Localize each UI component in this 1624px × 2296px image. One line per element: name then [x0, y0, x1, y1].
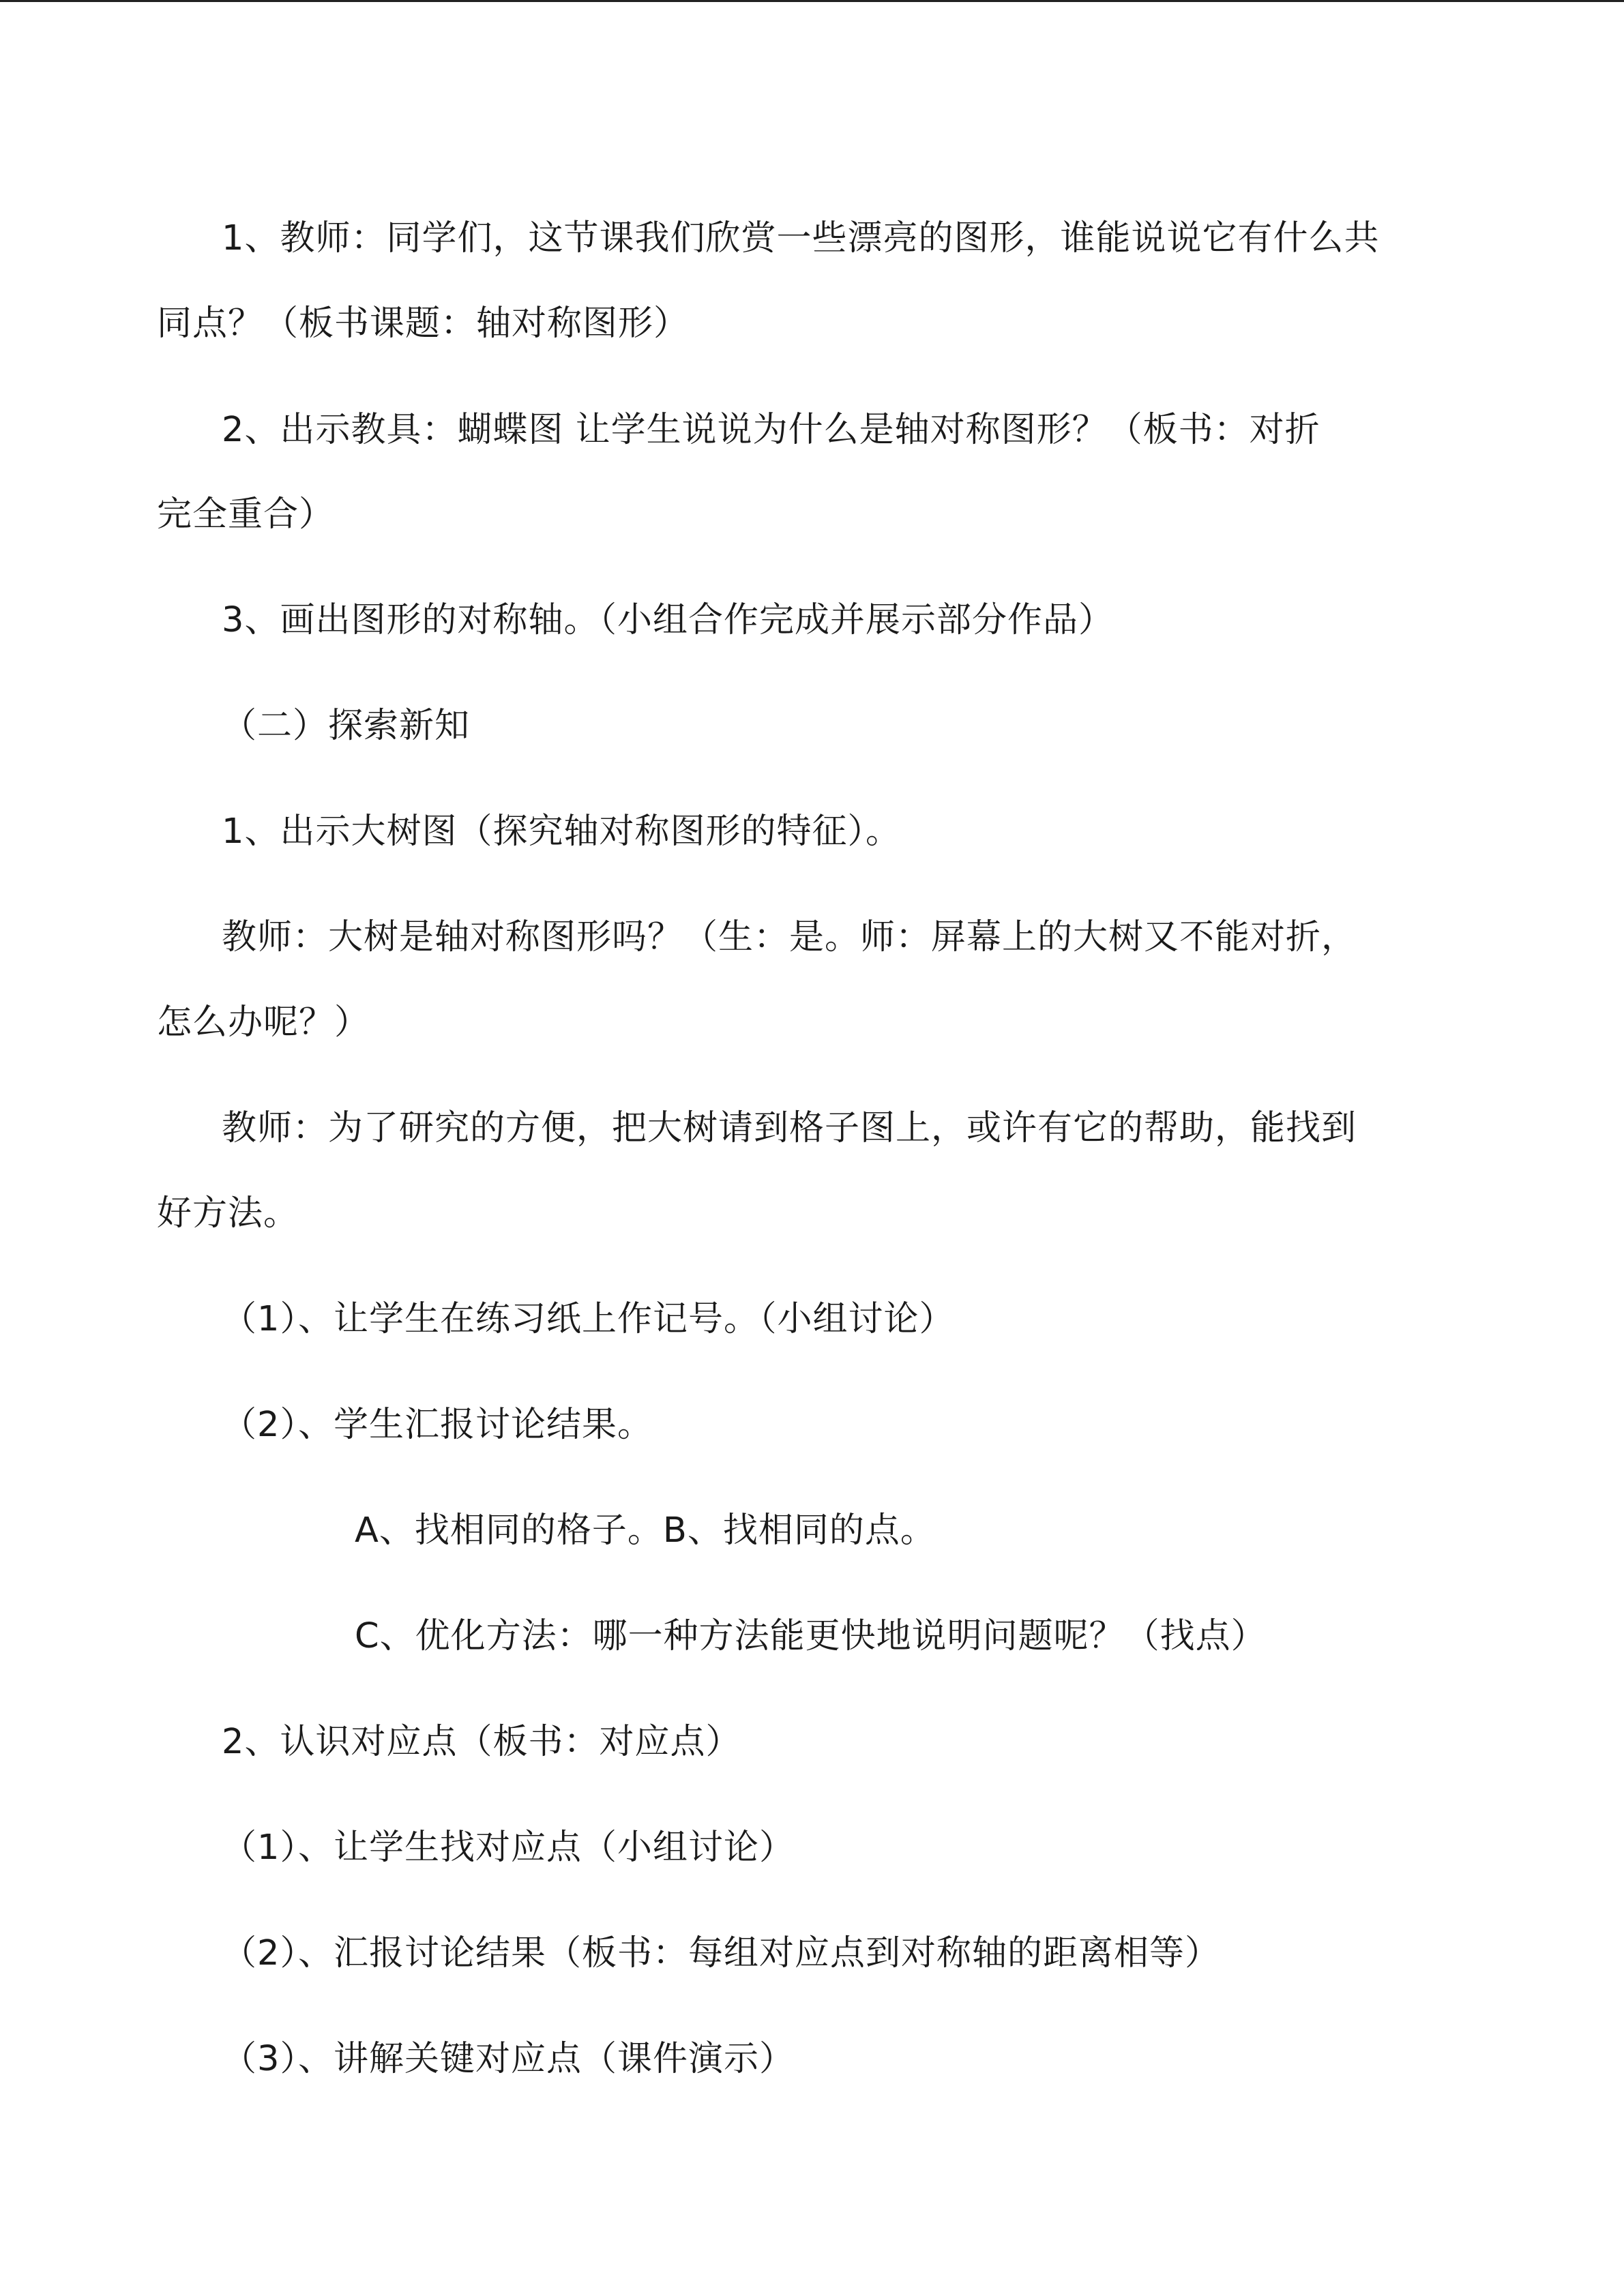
- paragraph-line: （1）、让学生找对应点（小组讨论）: [222, 1828, 795, 1868]
- paragraph-line: （2）、学生汇报讨论结果。: [222, 1405, 653, 1445]
- paragraph-line: 好方法。: [157, 1193, 299, 1234]
- paragraph-line: 教师：大树是轴对称图形吗？（生：是。师：屏幕上的大树又不能对折，: [222, 917, 1357, 957]
- paragraph-line: （3）、讲解关键对应点（课件演示）: [222, 2039, 795, 2079]
- paragraph-line: C、优化方法：哪一种方法能更快地说明问题呢？（找点）: [355, 1616, 1267, 1656]
- paragraph-line: 教师：为了研究的方便，把大树请到格子图上，或许有它的帮助，能找到: [222, 1108, 1357, 1148]
- paragraph-line: （2）、汇报讨论结果（板书：每组对应点到对称轴的距离相等）: [222, 1933, 1220, 1973]
- paragraph-line: 3、画出图形的对称轴。（小组合作完成并展示部分作品）: [222, 600, 1114, 640]
- paragraph-line: 1、教师：同学们，这节课我们欣赏一些漂亮的图形，谁能说说它有什么共: [222, 218, 1380, 258]
- paragraph-line: 1、出示大树图（探究轴对称图形的特征）。: [222, 811, 901, 852]
- paragraph-line: 完全重合）: [157, 494, 335, 535]
- paragraph-line: （1）、让学生在练习纸上作记号。（小组讨论）: [222, 1299, 955, 1339]
- paragraph-line: 2、出示教具：蝴蝶图 让学生说说为什么是轴对称图形？（板书：对折: [222, 410, 1320, 450]
- paragraph-line: A、找相同的格子。B、找相同的点。: [355, 1510, 936, 1551]
- paragraph-line: 同点？（板书课题：轴对称图形）: [157, 303, 690, 344]
- section-heading: （二）探索新知: [222, 706, 471, 746]
- paragraph-line: 2、认识对应点（板书：对应点）: [222, 1722, 741, 1762]
- paragraph-line: 怎么办呢？）: [157, 1002, 370, 1043]
